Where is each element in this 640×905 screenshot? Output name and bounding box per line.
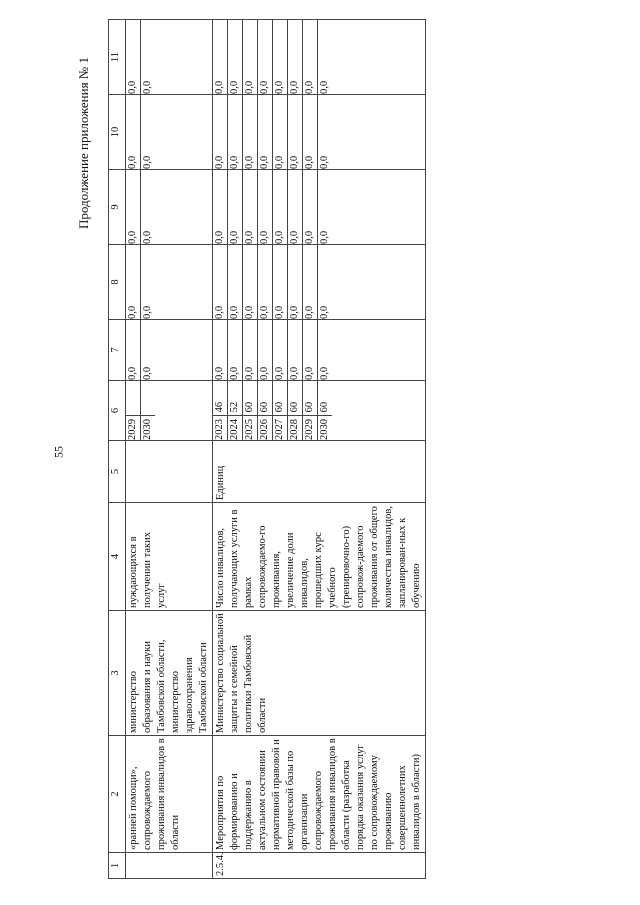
row2-col8: 0,0 0,0 0,0 0,0 0,0 0,0 0,0 0,0 bbox=[213, 245, 426, 320]
program-table bbox=[108, 19, 426, 879]
table-row bbox=[213, 20, 426, 879]
year-line: 2029 bbox=[126, 381, 141, 440]
table-row bbox=[126, 20, 213, 879]
year-line: 2029 60 bbox=[303, 381, 318, 440]
continuation-title: Продолжение приложения № 1 bbox=[76, 57, 91, 229]
year-line: 2027 60 bbox=[273, 381, 288, 440]
row1-col11: 0,0 0,0 bbox=[126, 20, 213, 95]
row2-years bbox=[213, 381, 426, 441]
year-line: 2023 46 bbox=[213, 381, 228, 440]
row1-measure: «ранней помощи», сопровождаемого проживания инвалидов в области bbox=[126, 736, 213, 853]
row2-measure: Мероприятия по формированию и поддержанию в актуальном состоянии нормативной правовой и методической базы по организации сопровождаемого проживания инвалидов в области (разработка порядка оказания услуг по сопровождаемому проживанию совершеннолетних инвалидов в области) bbox=[213, 736, 426, 853]
row1-col7: 0,0 0,0 bbox=[126, 320, 213, 381]
row1-unit bbox=[126, 441, 213, 503]
year-line: 2030 bbox=[141, 381, 155, 440]
row1-number bbox=[126, 853, 213, 879]
header-row bbox=[109, 20, 126, 879]
page-number: 55 bbox=[51, 446, 66, 458]
year-line: 2025 60 bbox=[243, 381, 258, 440]
year-line: 2028 60 bbox=[288, 381, 303, 440]
row2-executors: Министерство социальной защиты и семейной политики Тамбовской области bbox=[213, 611, 426, 736]
row2-col11: 0,0 0,0 0,0 0,0 0,0 0,0 0,0 0,0 bbox=[213, 20, 426, 95]
rotated-table-container bbox=[108, 20, 530, 879]
col-header-5: 5 bbox=[109, 441, 126, 503]
row2-col10: 0,0 0,0 0,0 0,0 0,0 0,0 0,0 0,0 bbox=[213, 95, 426, 170]
row2-col9: 0,0 0,0 0,0 0,0 0,0 0,0 0,0 0,0 bbox=[213, 170, 426, 245]
row1-executors: министерство образования и науки Тамбовской области, министерство здравоохранения Тамбовской области bbox=[126, 611, 213, 736]
col-header-8: 8 bbox=[109, 245, 126, 320]
col-header-4: 4 bbox=[109, 503, 126, 611]
col-header-3: 3 bbox=[109, 611, 126, 736]
row2-col7: 0,0 0,0 0,0 0,0 0,0 0,0 0,0 0,0 bbox=[213, 320, 426, 381]
row2-number: 2.5.4. bbox=[213, 853, 426, 879]
row1-col9: 0,0 0,0 bbox=[126, 170, 213, 245]
row1-col8: 0,0 0,0 bbox=[126, 245, 213, 320]
col-header-2: 2 bbox=[109, 736, 126, 853]
year-line: 2026 60 bbox=[258, 381, 273, 440]
col-header-11: 11 bbox=[109, 20, 126, 95]
col-header-6: 6 bbox=[109, 381, 126, 441]
year-line: 2030 60 bbox=[319, 401, 330, 440]
row2-indicator: Число инвалидов, получающих услуги в рамках сопровождаемо-го проживания, увеличение доли инвалидов, прошедших курс учебного (тренировочно-го) сопровож-даемого проживания от общего количества инвалидов, запланирован-ных к обучению bbox=[213, 503, 426, 611]
row1-years bbox=[126, 381, 213, 441]
row2-unit: Единиц bbox=[213, 441, 426, 503]
year-line: 2024 52 bbox=[228, 381, 243, 440]
row1-col10: 0,0 0,0 bbox=[126, 95, 213, 170]
col-header-1: 1 bbox=[109, 853, 126, 879]
col-header-10: 10 bbox=[109, 95, 126, 170]
col-header-7: 7 bbox=[109, 320, 126, 381]
col-header-9: 9 bbox=[109, 170, 126, 245]
row1-indicator: нуждающихся в получении таких услуг bbox=[126, 503, 213, 611]
